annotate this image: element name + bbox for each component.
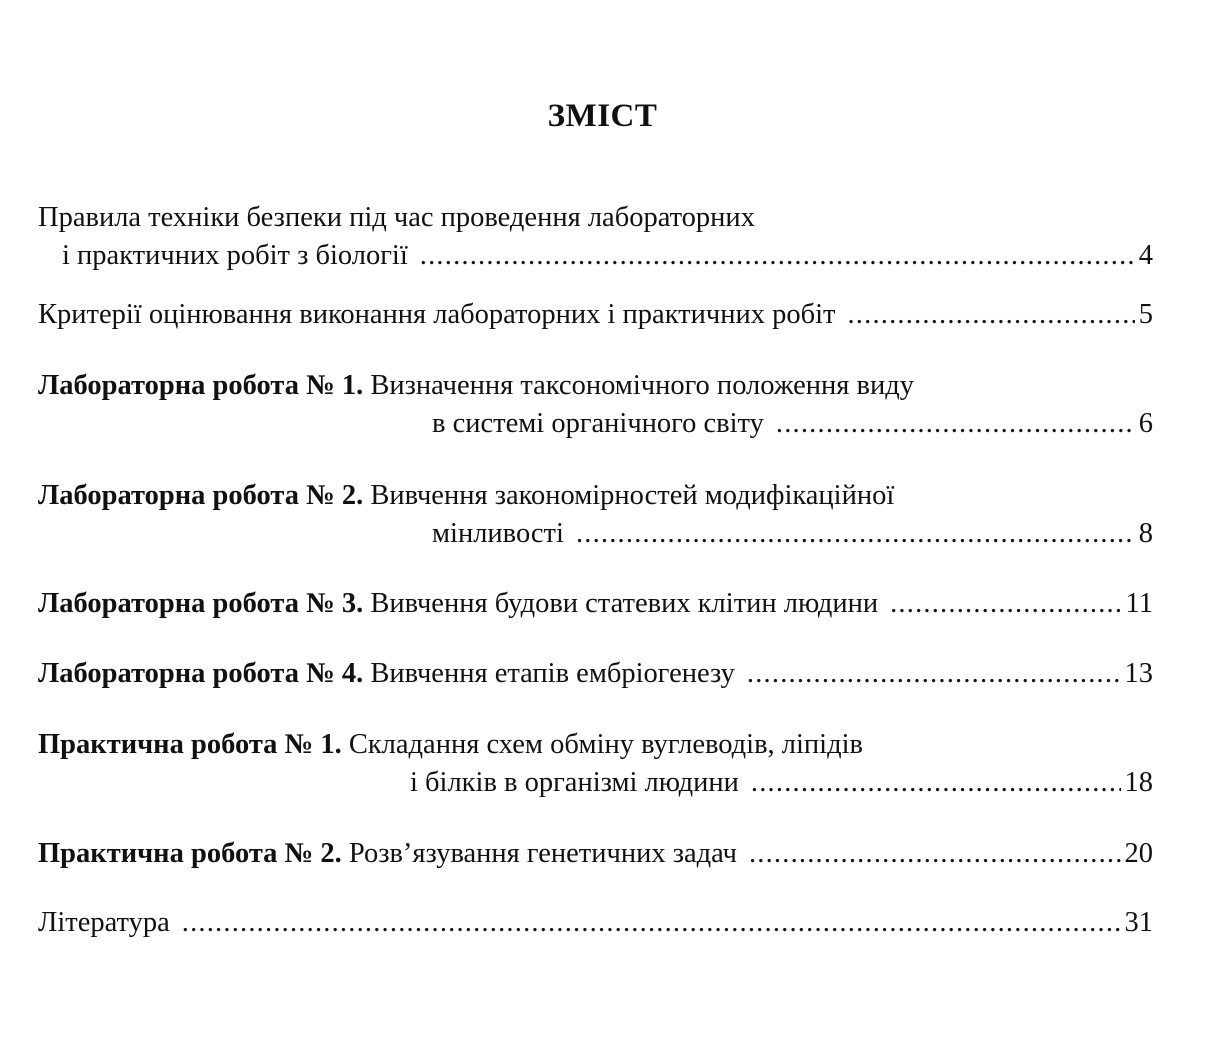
toc-entry-line-1: [38, 366, 914, 406]
leader-dots: [751, 763, 1121, 803]
toc-entry-text: Визначення таксономічного положення виду: [363, 370, 914, 401]
toc-entry-lead: Лабораторна робота № 3.: [38, 588, 364, 619]
toc-entry-lead: Лабораторна робота № 1.: [38, 370, 364, 401]
toc-entry-lead: Лабораторна робота № 2.: [38, 480, 364, 511]
toc-entry-line-2: [38, 295, 1153, 335]
toc-entry-text: і практичних робіт з біології: [62, 240, 408, 271]
toc-entry-line-2: [38, 834, 1153, 874]
leader-dots: [182, 903, 1121, 943]
toc-entry-text: Література: [38, 907, 170, 938]
leader-dots: [747, 654, 1121, 694]
toc-entry-text: Складання схем обміну вуглеводів, ліпідів: [341, 729, 863, 760]
toc-entry-text: Розв’язування генетичних задач: [341, 838, 737, 869]
toc-entry-line-2: [38, 903, 1153, 943]
toc-entry-text: Критерії оцінювання виконання лабораторних і практичних робіт: [38, 299, 836, 330]
leader-dots: [576, 514, 1135, 554]
toc-entry-lead: Лабораторна робота № 4.: [38, 658, 364, 689]
page-number: 8: [1138, 518, 1153, 549]
toc-entry-line-2: [38, 654, 1153, 694]
toc-entry-line-2: [38, 584, 1153, 624]
leader-dots: [749, 834, 1121, 874]
toc-entry-text: Вивчення закономірностей модифікаційної: [363, 480, 895, 511]
toc-entry-line-2: [410, 763, 1153, 803]
toc-entry-line-2: [432, 404, 1153, 444]
leader-dots: [420, 236, 1135, 276]
page-number: 18: [1124, 767, 1153, 798]
page-number: 5: [1138, 299, 1153, 330]
toc-entry-line-1: [38, 725, 863, 765]
toc-entry-line-1: [38, 476, 894, 516]
toc-entry-text: мінливості: [432, 518, 564, 549]
toc-entry-text: Вивчення етапів ембріогенезу: [363, 658, 735, 689]
page-number: 6: [1138, 408, 1153, 439]
toc-entry-line-1: Правила техніки безпеки під час проведення лабораторних: [38, 202, 755, 233]
page-number: 20: [1124, 838, 1153, 869]
toc-entry-line-2: [432, 514, 1153, 554]
page-number: 31: [1124, 907, 1153, 938]
toc-entry-lead: Практична робота № 2.: [38, 838, 342, 869]
leader-dots: [776, 404, 1135, 444]
page-number: 11: [1125, 588, 1153, 619]
toc-entry-text: Вивчення будови статевих клітин людини: [363, 588, 879, 619]
toc-entry-text: в системі органічного світу: [432, 408, 764, 439]
page-number: 13: [1124, 658, 1153, 689]
page-number: 4: [1138, 240, 1153, 271]
leader-dots: [890, 584, 1121, 624]
leader-dots: [847, 295, 1134, 335]
toc-entry-line-2: [62, 236, 1153, 276]
page-title: ЗМІСТ: [547, 98, 658, 134]
toc-entry-lead: Практична робота № 1.: [38, 729, 342, 760]
toc-entry-text: і білків в організмі людини: [410, 767, 739, 798]
